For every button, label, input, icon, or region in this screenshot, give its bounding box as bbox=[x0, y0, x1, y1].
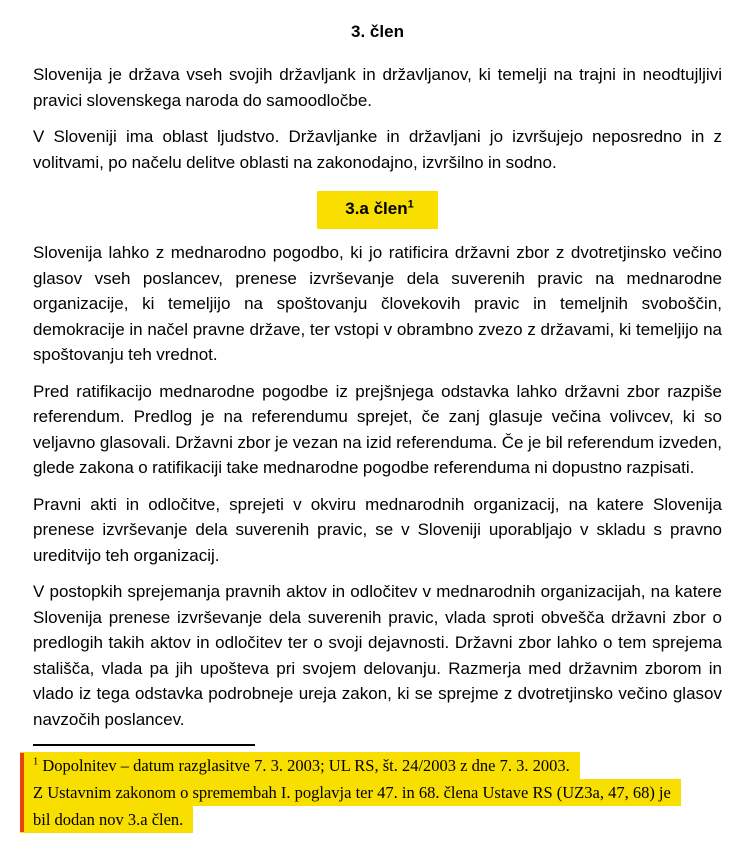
footnote-line bbox=[20, 752, 722, 779]
footnote-text-line-1: Dopolnitev – datum razglasitve 7. 3. 2003; UL RS, št. 24/2003 z dne 7. 3. 2003. bbox=[42, 756, 570, 775]
footnote-text-line-3: bil dodan nov 3.a člen. bbox=[20, 806, 193, 833]
article-3a-heading-row bbox=[33, 191, 722, 229]
footnote-block bbox=[20, 752, 722, 833]
article-3-paragraph-2: V Sloveniji ima oblast ljudstvo. Državljanke in državljani jo izvršujejo neposredno in z volitvami, po načelu delitve oblasti na zakonodajno, izvršilno in sodno. bbox=[33, 127, 722, 172]
footnote-separator-line bbox=[33, 744, 255, 746]
article-3-title: 3. člen bbox=[351, 22, 404, 41]
footnote-line bbox=[20, 806, 722, 833]
footnote-reference-marker: 1 bbox=[407, 198, 414, 211]
article-3a-title-highlight bbox=[317, 191, 438, 229]
footnote-line bbox=[20, 779, 722, 806]
footnote-highlight bbox=[20, 752, 580, 779]
article-3a-paragraph-2: Pred ratifikacijo mednarodne pogodbe iz prejšnjega odstavka lahko državni zbor razpiše referendum. Predlog je na referendumu sprejet, če zanj glasuje večina volivcev, ki so veljavno glasovali. Državni zbor je vezan na izid referenduma. Če je bil referendum izveden, glede zakona o ratifikaciji take mednarodne pogodbe referenduma ni dopustno razpisati. bbox=[33, 381, 722, 477]
article-3-paragraph-1: Slovenija je država vseh svojih državljank in državljanov, ki temelji na trajni in neodtujljivi pravici slovenskega naroda do samoodločbe. bbox=[33, 65, 722, 110]
article-3a-title: 3.a člen bbox=[345, 199, 408, 218]
article-3a-paragraph-1: Slovenija lahko z mednarodno pogodbo, ki jo ratificira državni zbor z dvotretjinsko večino glasov vseh poslancev, prenese izvrševanje dela suverenih pravic na mednarodne organizacije, ki temeljijo na spoštovanju človekovih pravic in temeljnih svoboščin, demokracije in načel pravne države, ter vstopi v obrambno zvezo z državami, ki temeljijo na spoštovanju teh vrednot. bbox=[33, 243, 722, 364]
footnote-marker: 1 bbox=[33, 756, 39, 768]
footnote-text-line-2: Z Ustavnim zakonom o spremembah I. poglavja ter 47. in 68. člena Ustave RS (UZ3a, 47, 68) je bbox=[20, 779, 681, 806]
article-3a-paragraph-3: Pravni akti in odločitve, sprejeti v okviru mednarodnih organizacij, na katere Slovenija prenese izvrševanje dela suverenih pravic, se v Sloveniji uporabljajo v skladu s pravno ureditvijo teh organizacij. bbox=[33, 494, 722, 565]
change-bar bbox=[20, 753, 24, 832]
article-3a-paragraph-4: V postopkih sprejemanja pravnih aktov in odločitev v mednarodnih organizacijah, na katere Slovenija prenese izvrševanje dela suverenih pravic, vlada sproti obvešča državni zbor o predlogih takih aktov in odločitev ter o svoji dejavnosti. Državni zbor lahko o tem sprejema stališča, vlada pa jih upošteva pri svojem delovanju. Razmerja med državnim zborom in vlado iz tega odstavka podrobneje ureja zakon, ki se sprejme z dvotretjinsko večino glasov navzočih poslancev. bbox=[33, 582, 722, 729]
